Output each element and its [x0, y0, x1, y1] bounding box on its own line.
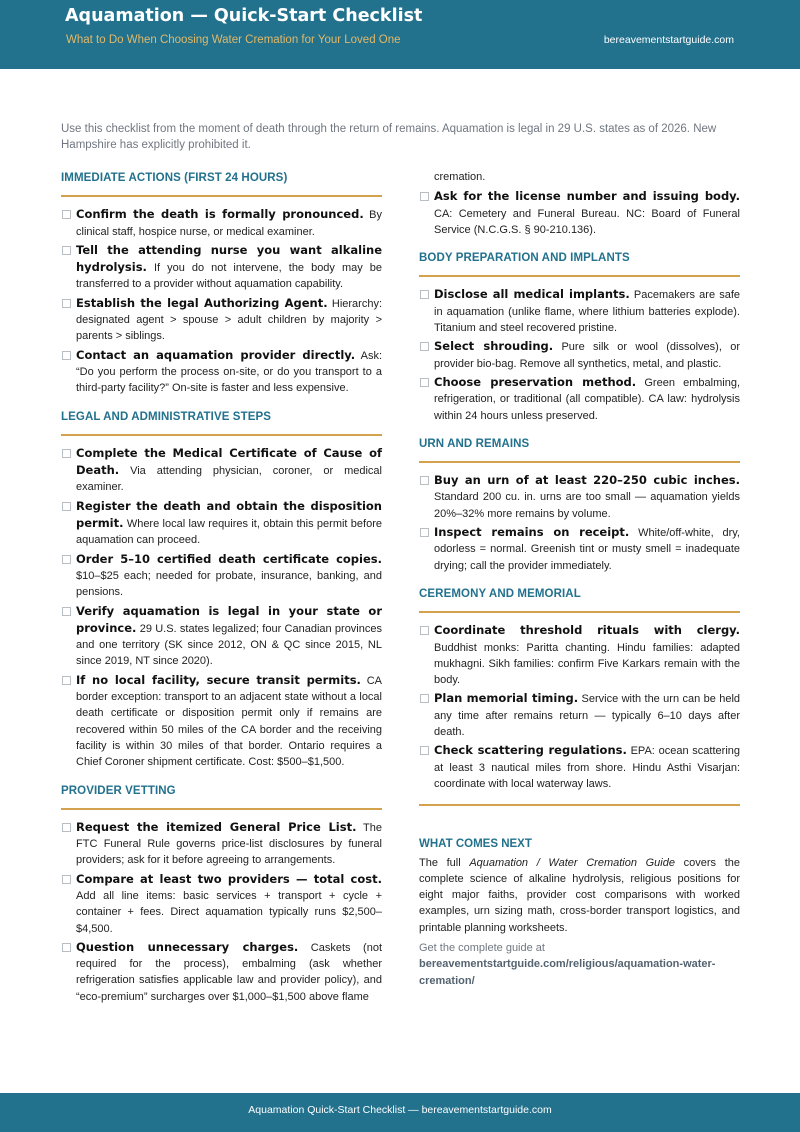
item-text: Ask: “Do you perform the process on-site, or do you transport to a third-party facility?” On-site is faster and less expensive.: [76, 349, 382, 395]
checkbox[interactable]: [62, 676, 71, 685]
checklist-item: [419, 188, 740, 238]
checkbox[interactable]: [62, 943, 71, 952]
item-lead: Establish the legal Authorizing Agent.: [76, 295, 328, 310]
page-header: [0, 0, 800, 69]
checkbox[interactable]: [62, 502, 71, 511]
guide-link[interactable]: bereavementstartguide.com/religious/aquamation-water-cremation/: [419, 958, 716, 987]
checkbox[interactable]: [62, 607, 71, 616]
checklist-item: [61, 347, 382, 397]
item-lead: Confirm the death is formally pronounced.: [76, 207, 364, 222]
checkbox[interactable]: [62, 246, 71, 255]
item-text: Where local law requires it, obtain this permit before aquamation can proceed.: [76, 518, 382, 547]
item-lead: Question unnecessary charges.: [76, 939, 299, 954]
checklist-item: [419, 472, 740, 522]
item-lead: Order 5–10 certified death certificate copies.: [76, 551, 382, 566]
right-column: [419, 170, 740, 989]
next-body-text: covers the complete science of alkaline hydrolysis, religious positions for eight major faiths, provider cost comparisons with worked examples, urn sizing math, cross-border transport logistics, and printable planning worksheets.: [419, 856, 740, 934]
intro-text: Use this checklist from the moment of death through the return of remains. Aquamation is legal in 29 U.S. states as of 2026. New Hampshire has explicitly prohibited it.: [61, 123, 717, 151]
checklist-item: [61, 242, 382, 293]
checklist-item: [419, 742, 740, 792]
checkbox[interactable]: [62, 823, 71, 832]
section-heading: BODY PREPARATION AND IMPLANTS: [419, 250, 740, 277]
checkbox[interactable]: [420, 290, 429, 299]
item-text: Pure silk or wool (dissolves), or provider bio-bag. Remove all synthetics, metal, and plastic.: [434, 341, 740, 370]
item-lead: Register the death and obtain the disposition permit.: [76, 498, 382, 531]
item-lead: Ask for the license number and issuing body.: [434, 189, 740, 204]
item-lead: Disclose all medical implants.: [434, 287, 630, 302]
item-text: White/off-white, dry, odorless = normal. Greenish tint or musty smell = inadequate drying; call the provider immediately.: [434, 527, 740, 572]
item-text: Service with the urn can be held any time after remains return — typically 6–10 days after death.: [434, 693, 741, 739]
next-body: [419, 855, 740, 936]
checklist-item: [61, 819, 382, 869]
checklist-item: [61, 295, 382, 345]
checkbox[interactable]: [420, 528, 429, 537]
checklist-item: [61, 672, 382, 771]
item-lead: If no local facility, secure transit permits.: [76, 672, 361, 687]
section-heading: PROVIDER VETTING: [61, 783, 382, 810]
guide-title: Aquamation / Water Cremation Guide: [469, 856, 675, 869]
checkbox[interactable]: [62, 210, 71, 219]
checkbox[interactable]: [420, 476, 429, 485]
checkbox[interactable]: [420, 626, 429, 635]
item-text: 29 U.S. states legalized; four Canadian provinces and one territory (SK since 2012, ON & QC since 2015, NL since 2019, NT since 2020).: [76, 622, 382, 668]
item-text: Hierarchy: designated agent > spouse > adult children by majority > parents > siblings.: [76, 297, 382, 343]
item-lead: Contact an aquamation provider directly.: [76, 347, 356, 362]
left-column: [61, 170, 382, 1007]
next-heading: WHAT COMES NEXT: [419, 838, 532, 851]
next-body-text: The full: [419, 856, 470, 869]
checkbox[interactable]: [420, 378, 429, 387]
item-text: Green embalming, refrigeration, or traditional (all compatible). CA law: hydrolysis within 24 hours unless preserved.: [434, 376, 740, 422]
checklist-item: [61, 551, 382, 601]
item-lead: Inspect remains on receipt.: [434, 525, 630, 540]
item-text: By clinical staff, hospice nurse, or medical examiner.: [76, 209, 382, 238]
item-text: Standard 200 cu. in. urns are too small — aquamation yields 20%–32% more remains by volume.: [434, 491, 740, 520]
item-lead: Tell the attending nurse you want alkaline hydrolysis.: [76, 242, 382, 275]
checklist-item: [419, 690, 740, 740]
item-lead: Verify aquamation is legal in your state or province.: [76, 603, 382, 635]
get-guide-label: Get the complete guide at: [419, 941, 545, 954]
section-heading: CEREMONY AND MEMORIAL: [419, 586, 740, 613]
item-text: Add all line items: basic services + transport + cycle + container + fees. Direct aquamation typically runs $2,500–$4,500.: [76, 889, 382, 935]
checkbox[interactable]: [62, 351, 71, 360]
item-text: $10–$25 each; needed for probate, insurance, banking, and pensions.: [76, 569, 382, 599]
checklist-item: [419, 374, 740, 424]
page-title: Aquamation — Quick-Start Checklist: [65, 6, 423, 26]
checklist-item: [61, 206, 382, 240]
checklist-item: [61, 871, 382, 937]
page-subtitle: What to Do When Choosing Water Cremation for Your Loved One: [66, 34, 401, 46]
page-footer: Aquamation Quick-Start Checklist — bereavementstartguide.com: [0, 1093, 800, 1132]
item-text: Via attending physician, coroner, or medical examiner.: [76, 465, 382, 494]
item-lead: Request the itemized General Price List.: [76, 819, 357, 834]
checklist-item: [419, 338, 740, 372]
checkbox[interactable]: [62, 449, 71, 458]
checklist-item: [419, 622, 740, 688]
checkbox[interactable]: [62, 875, 71, 884]
item-text: CA border exception: transport to an adjacent state without a local death certificate or disposition permit only if remains are recovered within 50 miles of the CA border and the receiving facility is within 30 miles of that border. Ontario requires a Chief Coroner shipment certificate. Cost: $500–$1,500.: [76, 674, 382, 769]
item-text: CA: Cemetery and Funeral Bureau. NC: Board of Funeral Service (N.C.G.S. § 90-210.136).: [434, 207, 740, 236]
item-lead: Choose preservation method.: [434, 374, 637, 389]
item-lead: Coordinate threshold rituals with clergy.: [434, 623, 740, 638]
checkbox[interactable]: [62, 299, 71, 308]
checkbox[interactable]: [62, 555, 71, 564]
checkbox[interactable]: [420, 342, 429, 351]
checklist-item: [419, 524, 740, 574]
section-heading: URN AND REMAINS: [419, 436, 740, 463]
item-lead: Check scattering regulations.: [434, 743, 627, 758]
checklist-item: [61, 939, 382, 1005]
item-lead: Complete the Medical Certificate of Cause of Death.: [76, 445, 382, 478]
item-lead: Buy an urn of at least 220–250 cubic inches.: [434, 473, 740, 488]
section-heading: IMMEDIATE ACTIONS (FIRST 24 HOURS): [61, 170, 382, 197]
checklist-item: [419, 286, 740, 336]
item-text: Buddhist monks: Paritta chanting. Hindu families: adapted mukhagni. Sikh families: confirm Five Karkars remain with the body.: [434, 641, 740, 687]
site-url: bereavementstartguide.com: [603, 34, 734, 46]
item-lead: Compare at least two providers — total cost.: [76, 871, 382, 886]
item-text: Pacemakers are safe in aquamation (unlike flame, where lithium batteries explode). Titanium and steel recovered pristine.: [434, 289, 740, 335]
section-heading: LEGAL AND ADMINISTRATIVE STEPS: [61, 409, 382, 436]
item-lead: Select shrouding.: [434, 339, 554, 354]
item-text: EPA: ocean scattering at least 3 nautical miles from shore. Hindu Asthi Visarjan: coordinate with local waterway laws.: [434, 745, 740, 790]
checklist-item: [61, 445, 382, 496]
checkbox[interactable]: [420, 192, 429, 201]
section-divider: [419, 804, 740, 806]
item-text: If you do not intervene, the body may be transferred to a provider without aquamation capability.: [76, 262, 382, 291]
item-text: The FTC Funeral Rule governs price-list disclosures by funeral providers; ask for it before agreeing to arrangements.: [76, 821, 382, 867]
item-lead: Plan memorial timing.: [434, 691, 579, 706]
checkbox[interactable]: [420, 746, 429, 755]
overflow-text: cremation.: [434, 171, 486, 183]
item-text: Caskets (not required for the process), embalming (ask whether refrigeration satisfies applicable law and provider policy), and “eco-premium” surcharges over $1,000–$1,500 above flame: [76, 941, 382, 1003]
checkbox[interactable]: [420, 694, 429, 703]
checklist-item: [61, 603, 382, 670]
checklist-item: [61, 498, 382, 549]
